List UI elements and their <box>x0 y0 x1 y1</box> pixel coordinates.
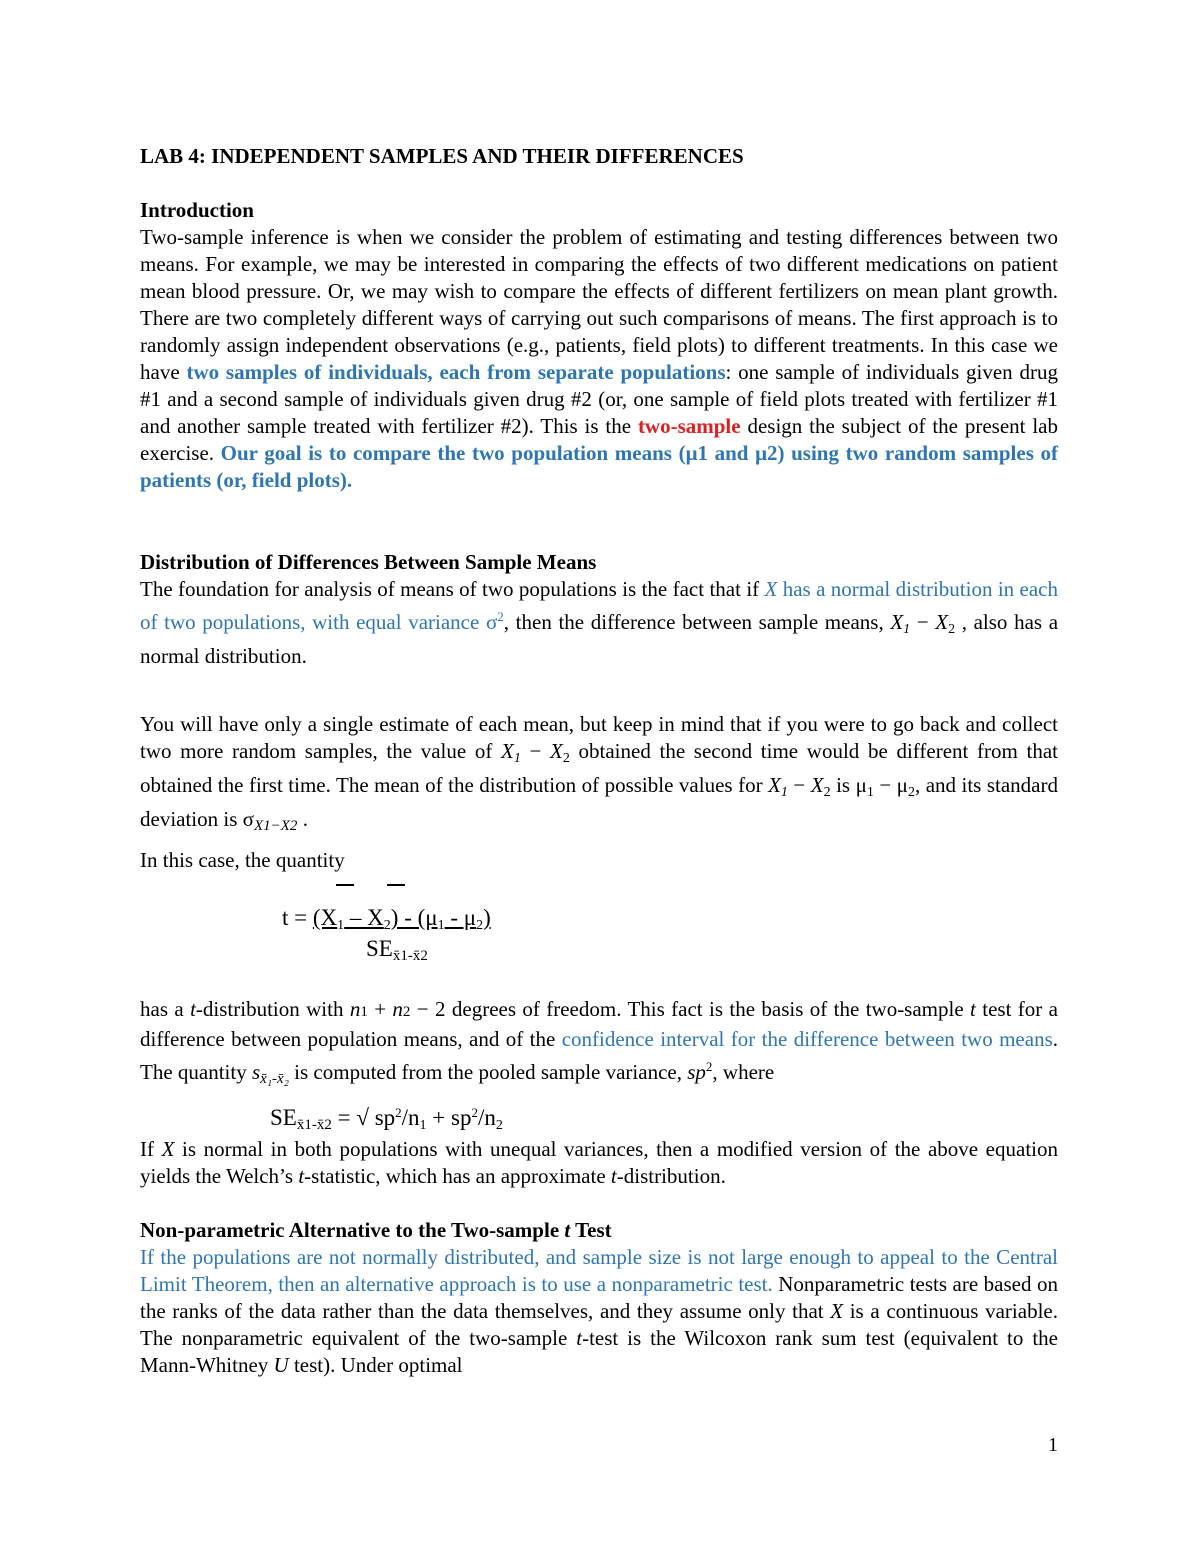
numer-mu2: - μ <box>444 905 477 930</box>
p3-text-5: test for a difference between population means, and of the <box>140 997 1058 1051</box>
p3-n1-sub: 1 <box>360 1004 368 1020</box>
t-distribution-paragraph <box>140 996 1058 1093</box>
np-text-4: test). Under optimal <box>288 1353 463 1377</box>
welch-text-2: is normal in both populations with unequal variances, then a modified version of the above equation yields the Welch’s <box>140 1137 1058 1188</box>
para2-minus-b: − <box>787 773 811 797</box>
np-text-2: is a continuous variable. The nonparametric equivalent of the two-sample <box>140 1299 1058 1350</box>
numer-sub1: 1 <box>337 918 345 933</box>
welch-text-4: -distribution. <box>616 1164 726 1188</box>
welch-text-3: -statistic, which has an approximate <box>304 1164 611 1188</box>
np-heading-t: t <box>564 1218 571 1242</box>
welch-x: X <box>161 1137 175 1161</box>
para2-mu2-sub: 2 <box>907 785 915 800</box>
dist-x1: X <box>890 610 904 634</box>
se-n2: /n <box>477 1105 496 1130</box>
para2-x2: X <box>550 739 563 763</box>
numer-x2: – X <box>344 905 384 930</box>
dist-text-1: The foundation for analysis of means of two populations is the fact that if <box>140 577 765 601</box>
p3-t: t <box>190 997 196 1021</box>
se-n1-sub: 1 <box>419 1118 427 1133</box>
np-heading-a: Non-parametric Alternative to the Two-sample <box>140 1218 565 1242</box>
se-lhs-sub: x̄1-x̄2 <box>296 1117 332 1133</box>
p3-text-6: . The quantity <box>140 1027 1058 1084</box>
introduction-heading: Introduction <box>140 198 254 222</box>
intro-highlight-samples: two samples of individuals, each from separate populations <box>186 360 726 384</box>
x2-bar <box>387 884 405 886</box>
se-plus: + sp <box>426 1105 472 1130</box>
np-x: X <box>830 1299 844 1323</box>
t-equals: t = <box>282 905 313 930</box>
se-sup2: 2 <box>471 1105 478 1120</box>
np-t: t <box>576 1326 583 1350</box>
p3-text-7: is computed from the pooled sample variance, <box>288 1060 688 1084</box>
para2-minus: − <box>520 739 551 763</box>
p3-s-sub: x̄₁-x̄₂ <box>260 1071 289 1087</box>
p3-t2: t <box>970 997 976 1021</box>
intro-text-2: : one sample of individuals given drug #1 and a second sample of individuals given drug #2 (or, one sample of field plots treated with fertilizer #1 and another sample treated with fertilizer #2). This is the <box>140 360 1058 438</box>
t-numerator <box>312 905 491 933</box>
dist-text-3: , also has a normal distribution. <box>140 610 1059 668</box>
para2-text-4: , and its standard deviation is σ <box>140 773 1058 831</box>
np-highlight: If the populations are not normally distributed, and sample size is not large enough to appeal to the Central Limit Theorem, then an alternative approach is to use a nonparametric test. <box>140 1245 1058 1296</box>
welch-paragraph <box>140 1136 1058 1190</box>
p3-text-4: − 2 degrees of freedom. This fact is the basis of the two-sample <box>410 997 971 1021</box>
x1-bar <box>336 884 354 886</box>
intro-text-3: design the subject of the present lab exercise. <box>140 414 1058 465</box>
se-formula <box>270 1105 503 1134</box>
welch-t: t <box>298 1164 305 1188</box>
para2-x2b-sub: 2 <box>823 785 831 800</box>
nonparametric-heading <box>140 1217 1058 1244</box>
intro-highlight-goal: Our goal is to compare the two population means (μ1 and μ2) using two random samples of patients (or, field plots). <box>140 441 1058 492</box>
para2-text-2: obtained the second time would be different from that obtained the first time. The mean of the distribution of possible values for <box>140 739 1058 797</box>
p3-n2: n <box>392 997 403 1021</box>
np-text-1: Nonparametric tests are based on the ranks of the data rather than the data themselves, and they assume only that <box>140 1272 1058 1323</box>
p3-n2-sub: 2 <box>402 1004 411 1020</box>
para2-minus-c: − <box>873 773 897 797</box>
p3-sp: sp <box>687 1060 706 1084</box>
numer-close: ) <box>483 905 491 930</box>
dist-text-2: , then the difference between sample means, <box>503 610 891 634</box>
p3-n1: n <box>349 997 361 1021</box>
t-formula-numerator <box>282 905 491 934</box>
np-heading-b: Test <box>570 1218 612 1242</box>
dist-x2: X <box>935 610 949 634</box>
para2-sd-sub: X1−X2 <box>253 818 298 834</box>
page-number: 1 <box>1048 1434 1058 1456</box>
distribution-heading: Distribution of Differences Between Sample Means <box>140 550 597 574</box>
p3-text-1: has a <box>140 997 191 1021</box>
numer-sub2: 2 <box>383 918 391 933</box>
p3-plus: + <box>367 997 393 1021</box>
p3-sp-sup: 2 <box>705 1059 713 1074</box>
numer-mu1: ) - (μ <box>390 905 438 930</box>
se-rhs: = √ sp <box>331 1105 396 1130</box>
p3-text-8: , where <box>712 1060 775 1084</box>
para2-x1: X <box>501 739 514 763</box>
se-sup1: 2 <box>395 1105 402 1120</box>
nonparametric-paragraph <box>140 1244 1058 1379</box>
denom-se: SE <box>366 936 393 961</box>
para2-x1-sub: 1 <box>513 751 521 766</box>
para2-mu1-sub: 1 <box>866 785 874 800</box>
np-u: U <box>273 1353 289 1377</box>
dist-x1-sub: 1 <box>903 622 911 637</box>
denom-sub: x̄1-x̄2 <box>392 948 428 964</box>
p3-s: s <box>251 1060 261 1084</box>
se-n2-sub: 2 <box>495 1118 503 1133</box>
se-lhs: SE <box>270 1105 297 1130</box>
dist-minus: − <box>910 610 936 634</box>
para2-x2-sub: 2 <box>562 751 570 766</box>
se-n1: /n <box>401 1105 420 1130</box>
intro-text-1: Two-sample inference is when we consider the problem of estimating and testing differences between two means. For example, we may be interested in comparing the effects of two different medications on patient mean blood pressure. Or, we may wish to compare the effects of different fertilizers on mean plant growth. There are two completely different ways of carrying out such comparisons of means. The first approach is to randomly assign independent observations (e.g., patients, field plots) to different treatments. In this case we have <box>140 225 1058 384</box>
p3-highlight: confidence interval for the difference between two means <box>561 1027 1053 1051</box>
distribution-paragraph <box>140 576 1058 670</box>
para2-text-1: You will have only a single estimate of each mean, but keep in mind that if you were to go back and collect two more random samples, the value of <box>140 712 1058 763</box>
p3-text-2: -distribution with <box>195 997 350 1021</box>
np-text-3: -test is the Wilcoxon rank sum test (equivalent to the Mann-Whitney <box>140 1326 1058 1377</box>
numer-x1: (X <box>312 905 338 930</box>
para2-text-3: is μ <box>830 773 867 797</box>
welch-text-1: If <box>140 1137 162 1161</box>
welch-t2: t <box>610 1164 617 1188</box>
dist-highlight: has a normal distribution in each of two populations, with equal variance σ <box>140 577 1058 634</box>
numer-sub4: 2 <box>476 918 484 933</box>
dist-x: X <box>764 577 778 601</box>
intro-highlight-two-sample: two-sample <box>637 414 741 438</box>
t-formula-denominator <box>366 936 428 965</box>
numer-sub3: 1 <box>437 918 445 933</box>
para2-x2b: X <box>810 773 824 797</box>
para2-x1b-sub: 1 <box>780 785 788 800</box>
dist-sup: 2 <box>497 609 504 624</box>
para2-x1b: X <box>768 773 781 797</box>
quantity-intro: In this case, the quantity <box>140 848 345 872</box>
page-title: LAB 4: INDEPENDENT SAMPLES AND THEIR DIFFERENCES <box>140 144 744 168</box>
introduction-paragraph <box>140 224 1058 494</box>
dist-x2-sub: 2 <box>948 622 956 637</box>
para2-text-5: . <box>297 807 308 831</box>
sampling-paragraph: You will have only a single estimate of each mean, but keep in mind that if you were to go back and collect two more random samples, the value of $X_1 - X_2$ obtained the second time would be different from that obtained the first time. The mean of the distribution of possible values for $X_1 - X_2$ is $\mu_1 - \mu_2$, and its standard deviation is $\sigma_{X1-X2}$ . <box>140 712 1058 834</box>
